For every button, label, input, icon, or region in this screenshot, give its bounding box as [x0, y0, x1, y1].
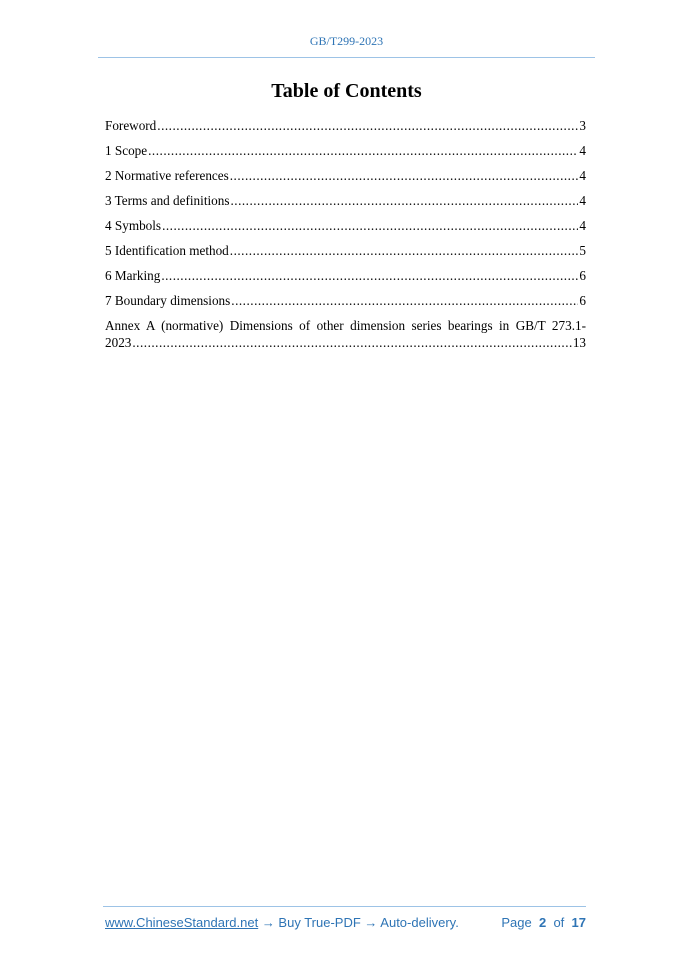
dot-leader	[157, 117, 578, 134]
toc-entry-page: 13	[572, 335, 586, 350]
toc-entry-label: 4 Symbols	[105, 218, 162, 233]
toc-entry-foreword[interactable]	[105, 117, 586, 142]
footer-divider	[103, 906, 586, 907]
toc-entry-symbols[interactable]	[105, 217, 586, 242]
toc-entry-terms-and-definitions[interactable]	[105, 192, 586, 217]
toc-entry-scope[interactable]	[105, 142, 586, 167]
footer-promo	[105, 915, 459, 930]
table-of-contents	[105, 117, 586, 351]
toc-entry-marking[interactable]	[105, 267, 586, 292]
toc-entry-label-continued: 2023	[105, 335, 132, 350]
toc-entry-boundary-dimensions[interactable]	[105, 292, 586, 317]
dot-leader	[162, 217, 578, 234]
footer-tagline: → Buy True-PDF → Auto-delivery.	[258, 915, 459, 930]
page-indicator	[501, 915, 586, 930]
toc-entry-annex-a[interactable]	[105, 317, 586, 351]
toc-entry-label: 2 Normative references	[105, 168, 229, 183]
toc-entry-label: 6 Marking	[105, 268, 161, 283]
toc-entry-page: 4	[579, 193, 586, 208]
dot-leader	[230, 242, 579, 259]
page-total: 17	[571, 915, 586, 930]
toc-title: Table of Contents	[271, 80, 422, 102]
page-prefix: Page	[501, 915, 532, 930]
toc-entry-identification-method[interactable]	[105, 242, 586, 267]
dot-leader	[230, 167, 579, 184]
dot-leader	[132, 334, 571, 351]
dot-leader	[230, 192, 578, 209]
dot-leader	[161, 267, 578, 284]
toc-entry-label: 7 Boundary dimensions	[105, 293, 231, 308]
page-current: 2	[538, 915, 547, 930]
toc-entry-page: 3	[579, 118, 586, 133]
header-divider	[98, 57, 595, 58]
toc-entry-label: 5 Identification method	[105, 243, 229, 258]
toc-entry-label: 1 Scope	[105, 143, 148, 158]
toc-entry-page: 5	[579, 243, 586, 258]
toc-entry-page: 6	[579, 268, 586, 283]
toc-entry-page: 4	[579, 218, 586, 233]
page-footer	[105, 915, 586, 930]
dot-leader	[148, 142, 578, 159]
toc-entry-page: 4	[579, 168, 586, 183]
toc-entry-label: Annex A (normative) Dimensions of other dimension series bearings in GB/T 273.1-	[105, 318, 586, 333]
toc-entry-normative-references[interactable]	[105, 167, 586, 192]
page-header: GB/T299-2023	[309, 34, 384, 48]
toc-entry-label: 3 Terms and definitions	[105, 193, 230, 208]
page-of: of	[553, 915, 565, 930]
toc-entry-label: Foreword	[105, 118, 157, 133]
dot-leader	[231, 292, 578, 309]
website-link[interactable]: www.ChineseStandard.net	[105, 915, 259, 930]
toc-entry-page: 4	[579, 143, 586, 158]
toc-entry-page: 6	[579, 293, 586, 308]
